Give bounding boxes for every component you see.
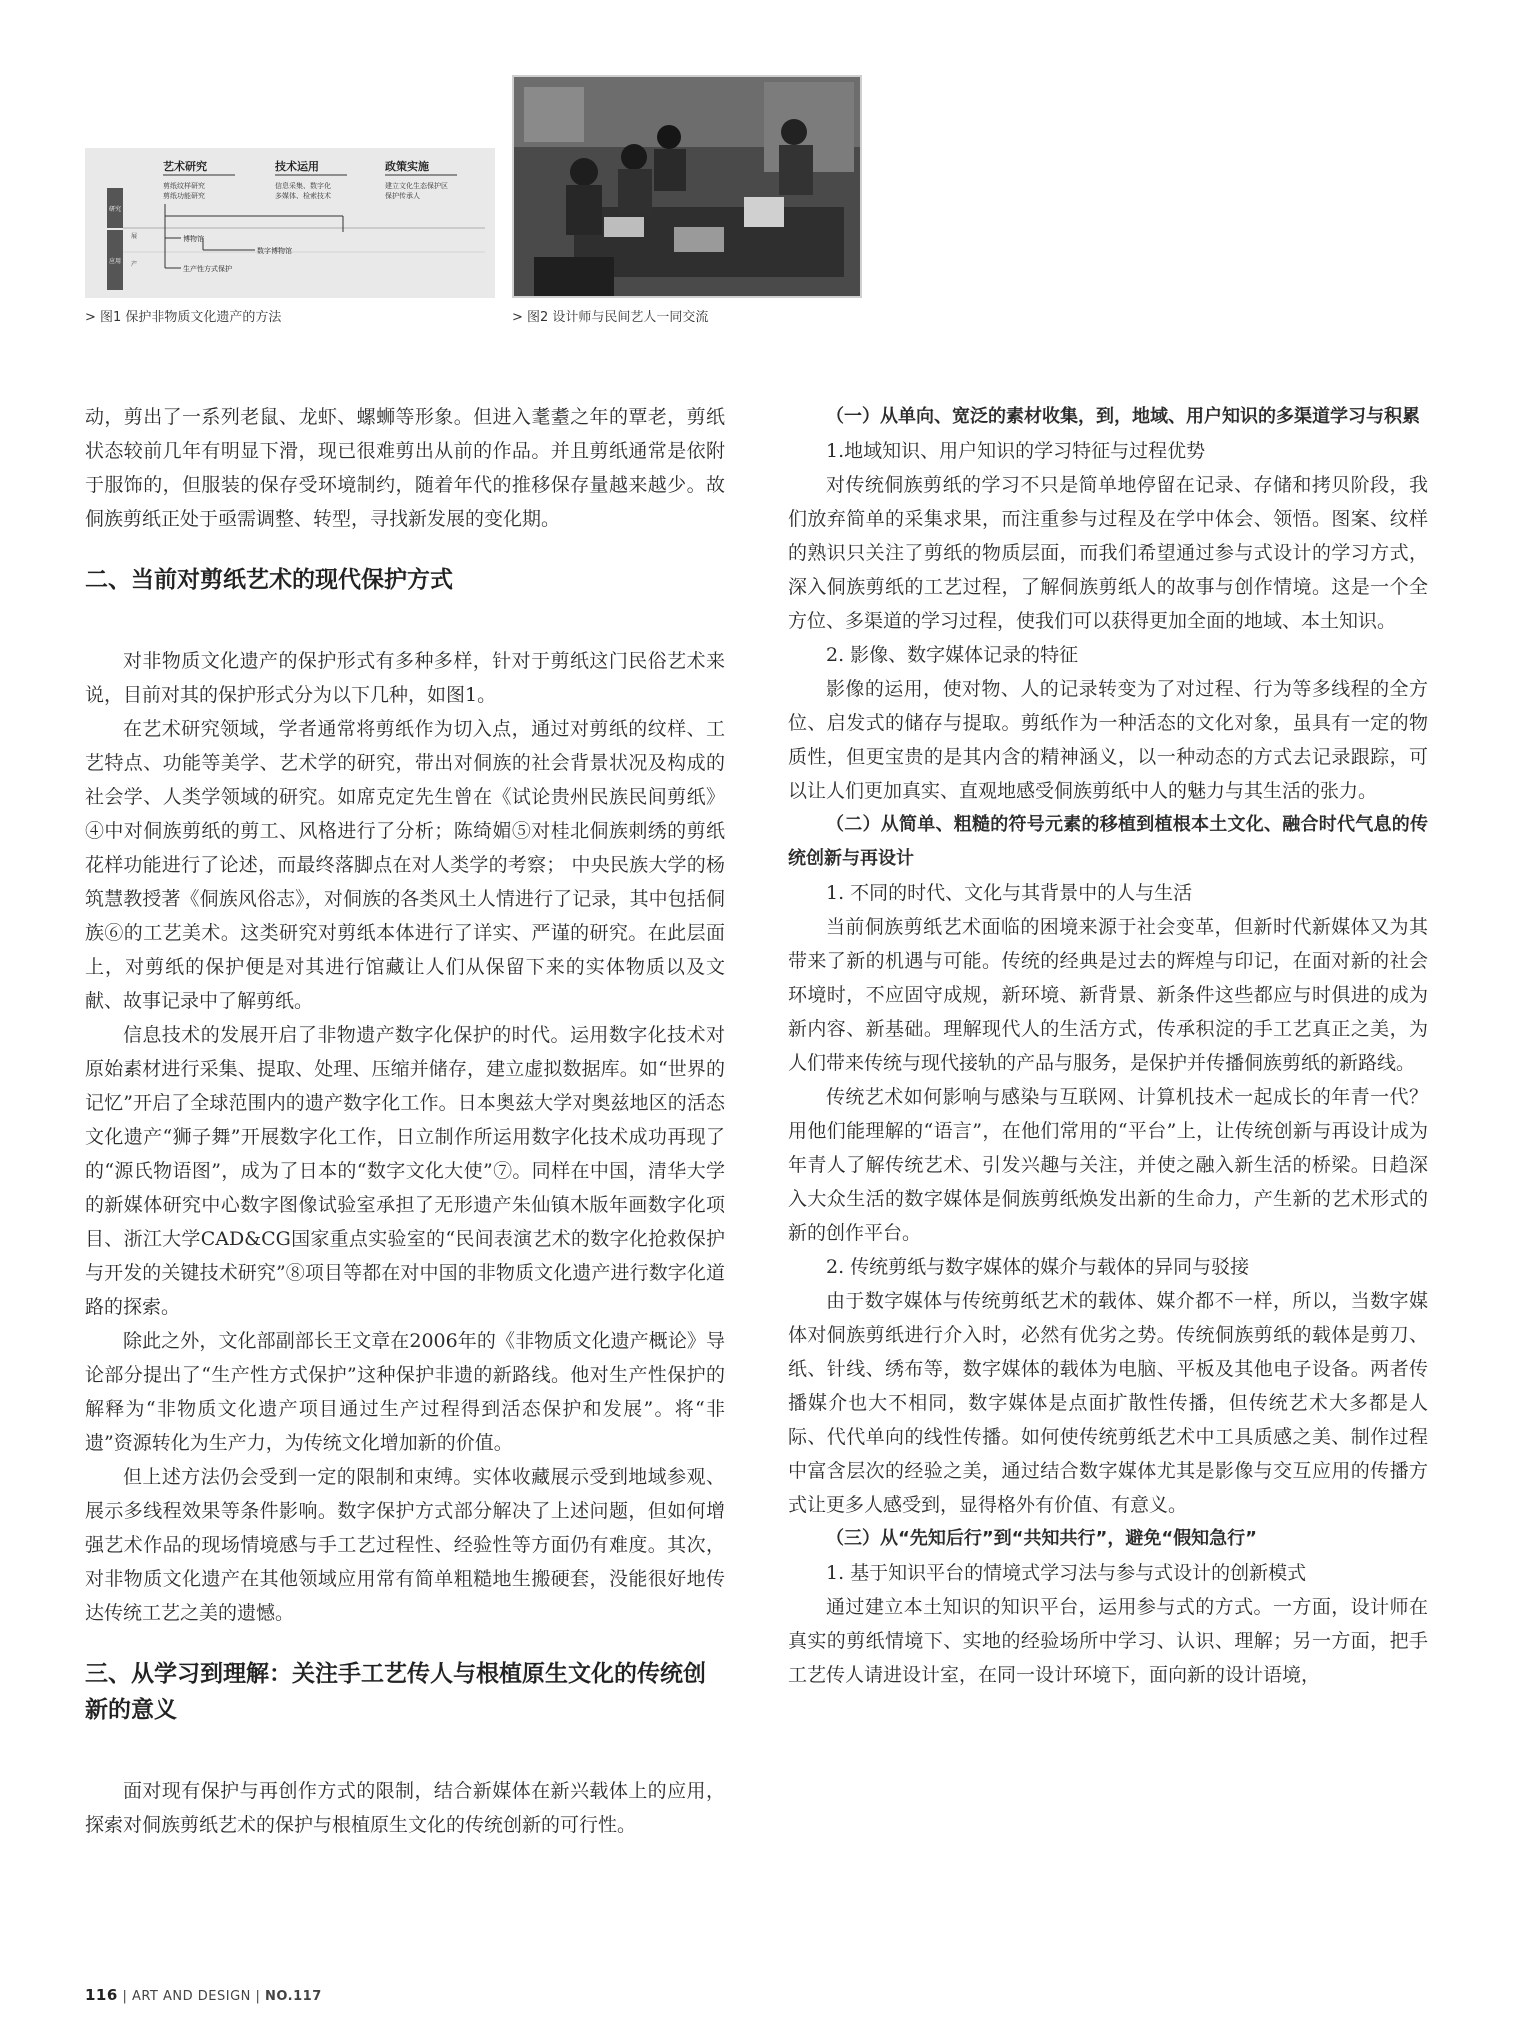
col1-line-1: 剪纸纹样研究: [163, 182, 205, 190]
col3-line-1: 建立文化生态保护区: [385, 182, 448, 190]
body-paragraph: 但上述方法仍会受到一定的限制和束缚。实体收藏展示受到地域参观、展示多线程效果等条件影响。数字保护方式部分解决了上述问题，但如何增强艺术作品的现场情境感与手工艺过程性、经验性等方面仍有难度。其次，对非物质文化遗产在其他领域应用常有简单粗糙地生搬硬套，没能很好地传达传统工艺之美的遗憾。: [85, 1466, 725, 1624]
col3-line-2: 保护传承人: [385, 192, 420, 200]
page-number: 116: [85, 1986, 118, 2004]
row-label-exhibit: 展: [131, 233, 138, 240]
sub-item-title: 1.地域知识、用户知识的学习特征与过程优势: [826, 440, 1206, 462]
subsection-heading: （二）从简单、粗糙的符号元素的移植到植根本土文化、融合时代气息的传统创新与再设计: [788, 814, 1428, 869]
figure-2-photo: [512, 75, 862, 298]
journal-name: | ART AND DESIGN |: [117, 1989, 266, 2004]
section-heading-three: 三、从学习到理解：关注手工艺传人与根植原生文化的传统创新的意义: [85, 1661, 706, 1723]
body-paragraph: 通过建立本土知识的知识平台，运用参与式的方式。一方面，设计师在真实的剪纸情境下、实地的经验场所中学习、认识、理解；另一方面，把手工艺传人请进设计室，在同一设计环境下，面向新的设计语境，: [788, 1596, 1428, 1686]
meeting-photo: [514, 77, 860, 296]
body-paragraph: 当前侗族剪纸艺术面临的困境来源于社会变革，但新时代新媒体又为其带来了新的机遇与可能。传统的经典是过去的辉煌与印记，在面对新的社会环境时，不应固守成规，新环境、新背景、新条件这些都应与时俱进的成为新内容、新基础。理解现代人的生活方式，传承积淀的手工艺真正之美，为人们带来传统与现代接轨的产品与服务，是保护并传播侗族剪纸的新路线。: [788, 916, 1428, 1074]
subsection-heading: （三）从“先知后行”到“共知共行”，避免“假知急行”: [826, 1528, 1257, 1549]
col2-line-1: 信息采集、数字化: [275, 182, 331, 190]
figure-1-caption: > 图1 保护非物质文化遗产的方法: [85, 310, 282, 325]
issue-number: NO.117: [265, 1989, 322, 2004]
body-paragraph: 对传统侗族剪纸的学习不只是简单地停留在记录、存储和拷贝阶段，我们放弃简单的采集求果，而注重参与过程及在学中体会、领悟。图案、纹样的熟识只关注了剪纸的物质层面，而我们希望通过参与式设计的学习方式，深入侗族剪纸的工艺过程，了解侗族剪纸人的故事与创作情境。这是一个全方位、多渠道的学习过程，使我们可以获得更加全面的地域、本土知识。: [788, 474, 1428, 632]
flow-label-museum: 博物馆: [183, 235, 204, 243]
header-technology: 技术运用: [275, 160, 319, 173]
flow-label-productive: 生产性方式保护: [183, 265, 232, 273]
body-paragraph: 动，剪出了一系列老鼠、龙虾、螺蛳等形象。但进入耄耋之年的覃老，剪纸状态较前几年有明显下滑，现已很难剪出从前的作品。并且剪纸通常是依附于服饰的，但服装的保存受环境制约，随着年代的推移保存量越来越少。故侗族剪纸正处于亟需调整、转型，寻找新发展的变化期。: [85, 406, 725, 530]
header-policy: 政策实施: [385, 160, 429, 173]
body-paragraph: 面对现有保护与再创作方式的限制，结合新媒体在新兴载体上的应用，探索对侗族剪纸艺术的保护与根植原生文化的传统创新的可行性。: [85, 1780, 725, 1836]
row-label-application: 应用: [108, 258, 122, 265]
protection-methods-diagram: [85, 148, 495, 298]
header-art-research: 艺术研究: [163, 160, 207, 173]
body-paragraph: 信息技术的发展开启了非物遗产数字化保护的时代。运用数字化技术对原始素材进行采集、提取、处理、压缩并储存，建立虚拟数据库。如“世界的记忆”开启了全球范围内的遗产数字化工作。日本奥兹大学对奥兹地区的活态文化遗产“狮子舞”开展数字化工作，日立制作所运用数字化技术成功再现了的“源氏物语图”，成为了日本的“数字文化大使”⑦。同样在中国，清华大学的新媒体研究中心数字图像试验室承担了无形遗产朱仙镇木版年画数字化项目、浙江大学CAD&CG国家重点实验室的“民间表演艺术的数字化抢救保护与开发的关键技术研究”⑧项目等都在对中国的非物质文化遗产进行数字化道路的探索。: [85, 1024, 725, 1318]
body-paragraph: 除此之外，文化部副部长王文章在2006年的《非物质文化遗产概论》导论部分提出了“生产性方式保护”这种保护非遗的新路线。他对生产性保护的解释为“非物质文化遗产项目通过生产过程得到活态保护和发展”。将“非遗”资源转化为生产力，为传统文化增加新的价值。: [85, 1330, 725, 1454]
body-paragraph: 影像的运用，使对物、人的记录转变为了对过程、行为等多线程的全方位、启发式的储存与提取。剪纸作为一种活态的文化对象，虽具有一定的物质性，但更宝贵的是其内含的精神涵义，以一种动态的方式去记录跟踪，可以让人们更加真实、直观地感受侗族剪纸中人的魅力与其生活的张力。: [788, 678, 1428, 802]
col2-line-2: 多媒体、检索技术: [275, 192, 331, 200]
figure-1-diagram: [85, 148, 495, 298]
body-paragraph: 对非物质文化遗产的保护形式有多种多样，针对于剪纸这门民俗艺术来说，目前对其的保护形式分为以下几种，如图1。: [85, 650, 725, 706]
row-label-research: 研究: [108, 206, 122, 213]
subsection-heading: （一）从单向、宽泛的素材收集，到，地域、用户知识的多渠道学习与积累: [826, 406, 1420, 427]
sub-item-title: 2. 传统剪纸与数字媒体的媒介与载体的异同与驳接: [826, 1256, 1250, 1278]
sub-item-title: 2. 影像、数字媒体记录的特征: [826, 644, 1079, 666]
body-paragraph: 传统艺术如何影响与感染与互联网、计算机技术一起成长的年青一代？用他们能理解的“语言”，在他们常用的“平台”上，让传统创新与再设计成为年青人了解传统艺术、引发兴趣与关注，并使之融入新生活的桥梁。日趋深入大众生活的数字媒体是侗族剪纸焕发出新的生命力，产生新的艺术形式的新的创作平台。: [788, 1086, 1428, 1244]
flow-label-digital-museum: 数字博物馆: [257, 247, 292, 255]
row-label-production: 产: [131, 261, 138, 268]
figure-2-caption: > 图2 设计师与民间艺人一同交流: [512, 310, 709, 325]
right-column: [788, 400, 1428, 1692]
left-column: [85, 400, 725, 1842]
section-heading-two: 二、当前对剪纸艺术的现代保护方式: [85, 567, 453, 593]
body-paragraph: 在艺术研究领域，学者通常将剪纸作为切入点，通过对剪纸的纹样、工艺特点、功能等美学、艺术学的研究，带出对侗族的社会背景状况及构成的社会学、人类学领域的研究。如席克定先生曾在《试论贵州民族民间剪纸》④中对侗族剪纸的剪工、风格进行了分析；陈绮媚⑤对桂北侗族刺绣的剪纸花样功能进行了论述，而最终落脚点在对人类学的考察； 中央民族大学的杨筑慧教授著《侗族风俗志》，对侗族的各类风土人情进行了记录，其中包括侗族⑥的工艺美术。这类研究对剪纸本体进行了详实、严谨的研究。在此层面上，对剪纸的保护便是对其进行馆藏让人们从保留下来的实体物质以及文献、故事记录中了解剪纸。: [85, 718, 725, 1012]
body-paragraph: 由于数字媒体与传统剪纸艺术的载体、媒介都不一样，所以，当数字媒体对侗族剪纸进行介入时，必然有优劣之势。传统侗族剪纸的载体是剪刀、纸、针线、绣布等，数字媒体的载体为电脑、平板及其他电子设备。两者传播媒介也大不相同，数字媒体是点面扩散性传播，但传统艺术大多都是人际、代代单向的线性传播。如何使传统剪纸艺术中工具质感之美、制作过程中富含层次的经验之美，通过结合数字媒体尤其是影像与交互应用的传播方式让更多人感受到，显得格外有价值、有意义。: [788, 1290, 1428, 1516]
page-footer: [85, 1986, 322, 2004]
sub-item-title: 1. 基于知识平台的情境式学习法与参与式设计的创新模式: [826, 1562, 1307, 1584]
col1-line-2: 剪纸功能研究: [163, 192, 205, 200]
sub-item-title: 1. 不同的时代、文化与其背景中的人与生活: [826, 882, 1193, 904]
